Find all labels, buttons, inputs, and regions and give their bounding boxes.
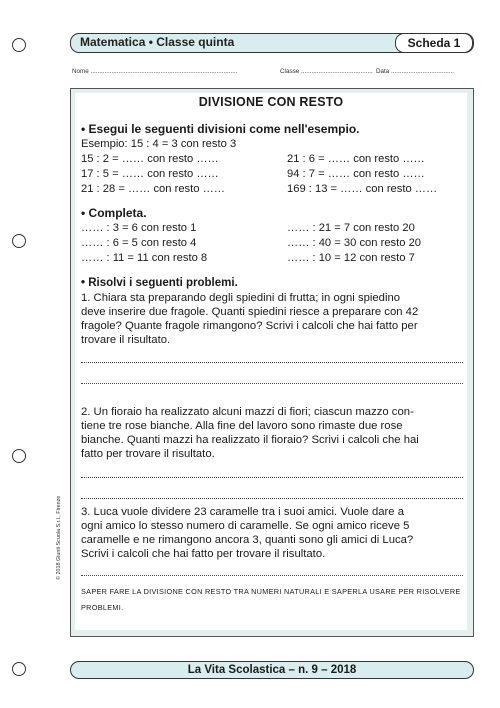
problem1-line: fragole? Quante fragole rimangono? Scrivi i calcoli che hai fatto per [81,320,418,332]
section1-example: Esempio: 15 : 4 = 3 con resto 3 [81,138,237,150]
exercise-item: 169 : 13 = …… con resto …… [287,183,438,195]
problem3-line: ogni amico lo stesso numero di caramelle. Se ogni amico riceve 5 [81,520,410,532]
class-field[interactable]: Classe ......................................... [280,68,373,75]
problem3-line: 3. Luca vuole dividere 23 caramelle tra i suoi amici. Vuole dare a [81,506,404,518]
copyright-notice: © 2018 Giunti Scuola S.r.l., Firenze [56,495,62,580]
learning-goal-continued: PROBLEMI. [81,603,124,612]
binder-hole-top [12,38,26,52]
exercise-item: 21 : 6 = …… con resto …… [287,153,425,165]
exercise-item: 15 : 2 = …… con resto …… [81,153,219,165]
worksheet-title: DIVISIONE CON RESTO [198,95,344,109]
exercise-item: 21 : 28 = …… con resto …… [81,183,225,195]
exercise-item: 17 : 5 = …… con resto …… [81,168,219,180]
exercise-item: …… : 11 = 11 con resto 8 [81,252,208,264]
answer-line[interactable] [81,382,463,384]
footer-bar: La Vita Scolastica – n. 9 – 2018 [70,661,474,679]
binder-hole-middle [12,234,26,248]
binder-hole-lower [12,449,26,463]
name-field[interactable]: Nome .................................................................................... [72,68,238,75]
problem1-line: 1. Chiara sta preparando degli spiedini di frutta; in ogni spiedino [81,292,401,304]
learning-goal: SAPER FARE LA DIVISIONE CON RESTO TRA NUMERI NATURALI E SAPERLA USARE PER RISOLVERE [81,587,461,596]
section1-heading: • Esegui le seguenti divisioni come nell'esempio. [81,122,360,136]
exercise-item: …… : 10 = 12 con resto 7 [287,252,415,264]
exercise-item: …… : 21 = 7 con resto 20 [287,222,415,234]
exercise-item: …… : 6 = 5 con resto 4 [81,237,197,249]
problem2-line: bianche. Quanti mazzi ha realizzato il fioraio? Scrivi i calcoli che hai [81,434,419,446]
problem2-line: tiene tre rose bianche. Alla fine del lavoro sono rimaste due rose [81,420,403,432]
problem3-line: caramelle e ne rimangono ancora 3, quanti sono gli amici di Luca? [81,534,414,546]
header-bar [70,33,474,53]
binder-hole-bottom [12,662,26,676]
section3-heading: • Risolvi i seguenti problemi. [81,277,238,289]
date-field[interactable]: Data .................................... [376,68,455,75]
exercise-item: …… : 40 = 30 con resto 20 [287,237,422,249]
answer-line[interactable] [81,497,463,499]
problem1-line: deve inserire due fragole. Quanti spiedini riesce a preparare con 42 [81,306,419,318]
answer-line[interactable] [81,574,463,576]
worksheet-body [75,93,467,630]
sheet-label: Scheda 1 [395,33,473,53]
student-fields [70,68,472,80]
problem3-line: Scrivi i calcoli che hai fatto per trovare il risultato. [81,548,326,560]
exercise-item: 94 : 7 = …… con resto …… [287,168,425,180]
subject-label: Matematica • Classe quinta [80,35,235,49]
problem2-line: fatto per trovare il risultato. [81,448,215,460]
answer-line[interactable] [81,361,463,363]
answer-line[interactable] [81,476,463,478]
section2-heading: • Completa. [81,206,147,220]
exercise-item: …… : 3 = 6 con resto 1 [81,222,197,234]
problem2-line: 2. Un fioraio ha realizzato alcuni mazzi di fiori; ciascun mazzo con- [81,406,414,418]
problem1-line: trovare il risultato. [81,334,171,346]
